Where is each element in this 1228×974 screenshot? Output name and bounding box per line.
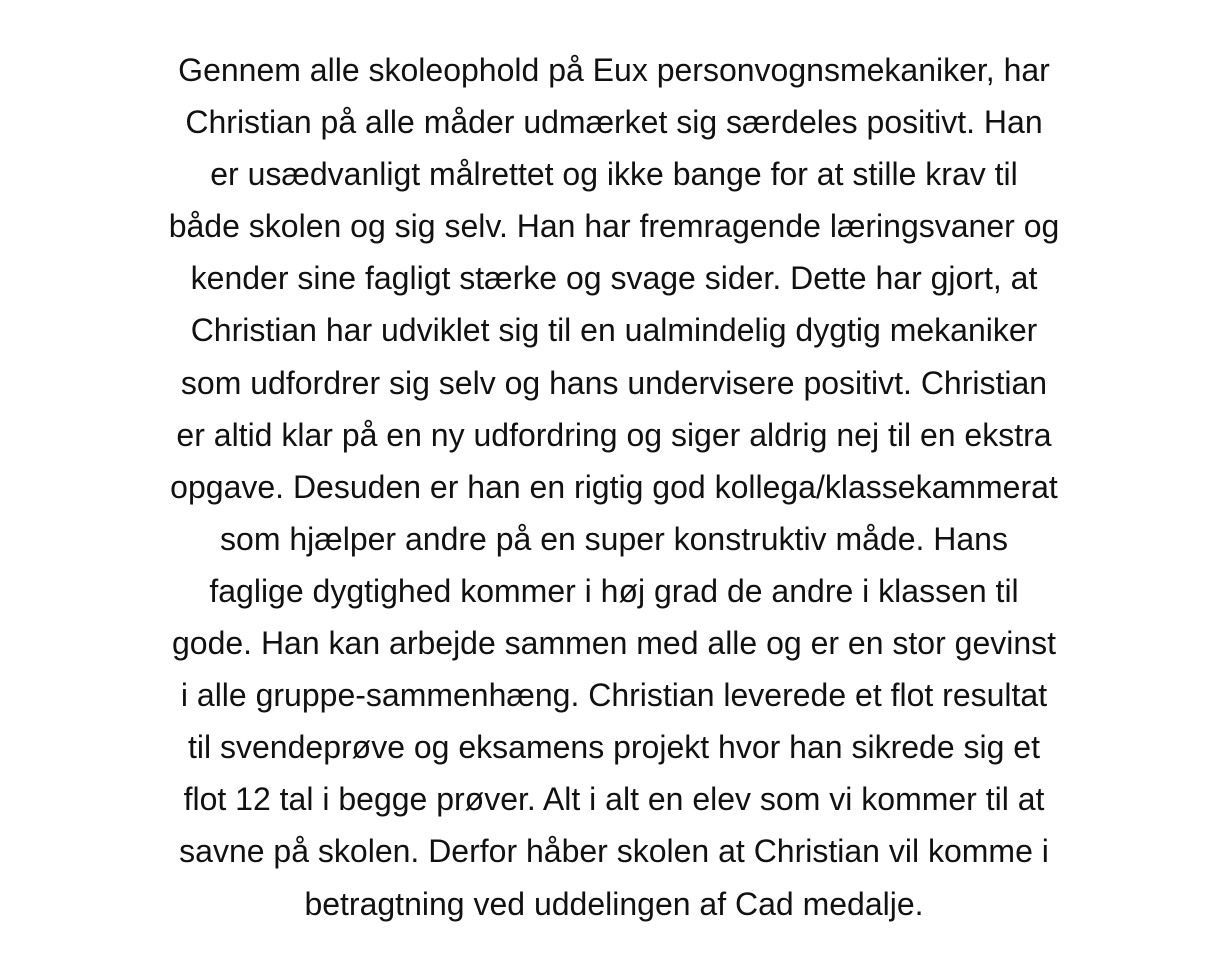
paragraph-line: kender sine fagligt stærke og svage sider. Dette har gjort, at (190, 260, 1038, 297)
paragraph-line: som hjælper andre på en super konstruktiv måde. Hans (220, 520, 1008, 557)
paragraph-line: Christian har udviklet sig til en ualmindelig dygtig mekaniker (190, 312, 1038, 349)
paragraph-line: betragtning ved uddelingen af Cad medalje. (304, 885, 924, 922)
paragraph-line: i alle gruppe-sammenhæng. Christian leverede et flot resultat (180, 677, 1048, 714)
paragraph-line: både skolen og sig selv. Han har fremragende læringsvaner og (168, 208, 1060, 245)
paragraph-line: faglige dygtighed kommer i høj grad de andre i klassen til (209, 572, 1019, 609)
paragraph-line: Christian på alle måder udmærket sig særdeles positivt. Han (185, 104, 1043, 141)
paragraph-line: savne på skolen. Derfor håber skolen at Christian vil komme i (179, 833, 1049, 870)
paragraph-line: opgave. Desuden er han en rigtig god kollega/klassekammerat (170, 468, 1058, 505)
paragraph-line: flot 12 tal i begge prøver. Alt i alt en elev som vi kommer til at (183, 781, 1045, 818)
paragraph-line: som udfordrer sig selv og hans undervisere positivt. Christian (180, 364, 1048, 401)
recommendation-paragraph (0, 44, 1228, 930)
paragraph-line: er usædvanligt målrettet og ikke bange for at stille krav til (210, 156, 1018, 193)
paragraph-line: Gennem alle skoleophold på Eux personvognsmekaniker, har (178, 52, 1050, 88)
paragraph-line: til svendeprøve og eksamens projekt hvor han sikrede sig et (188, 729, 1040, 766)
paragraph-line: er altid klar på en ny udfordring og siger aldrig nej til en ekstra (176, 416, 1052, 453)
paragraph-line: gode. Han kan arbejde sammen med alle og er en stor gevinst (171, 625, 1057, 662)
